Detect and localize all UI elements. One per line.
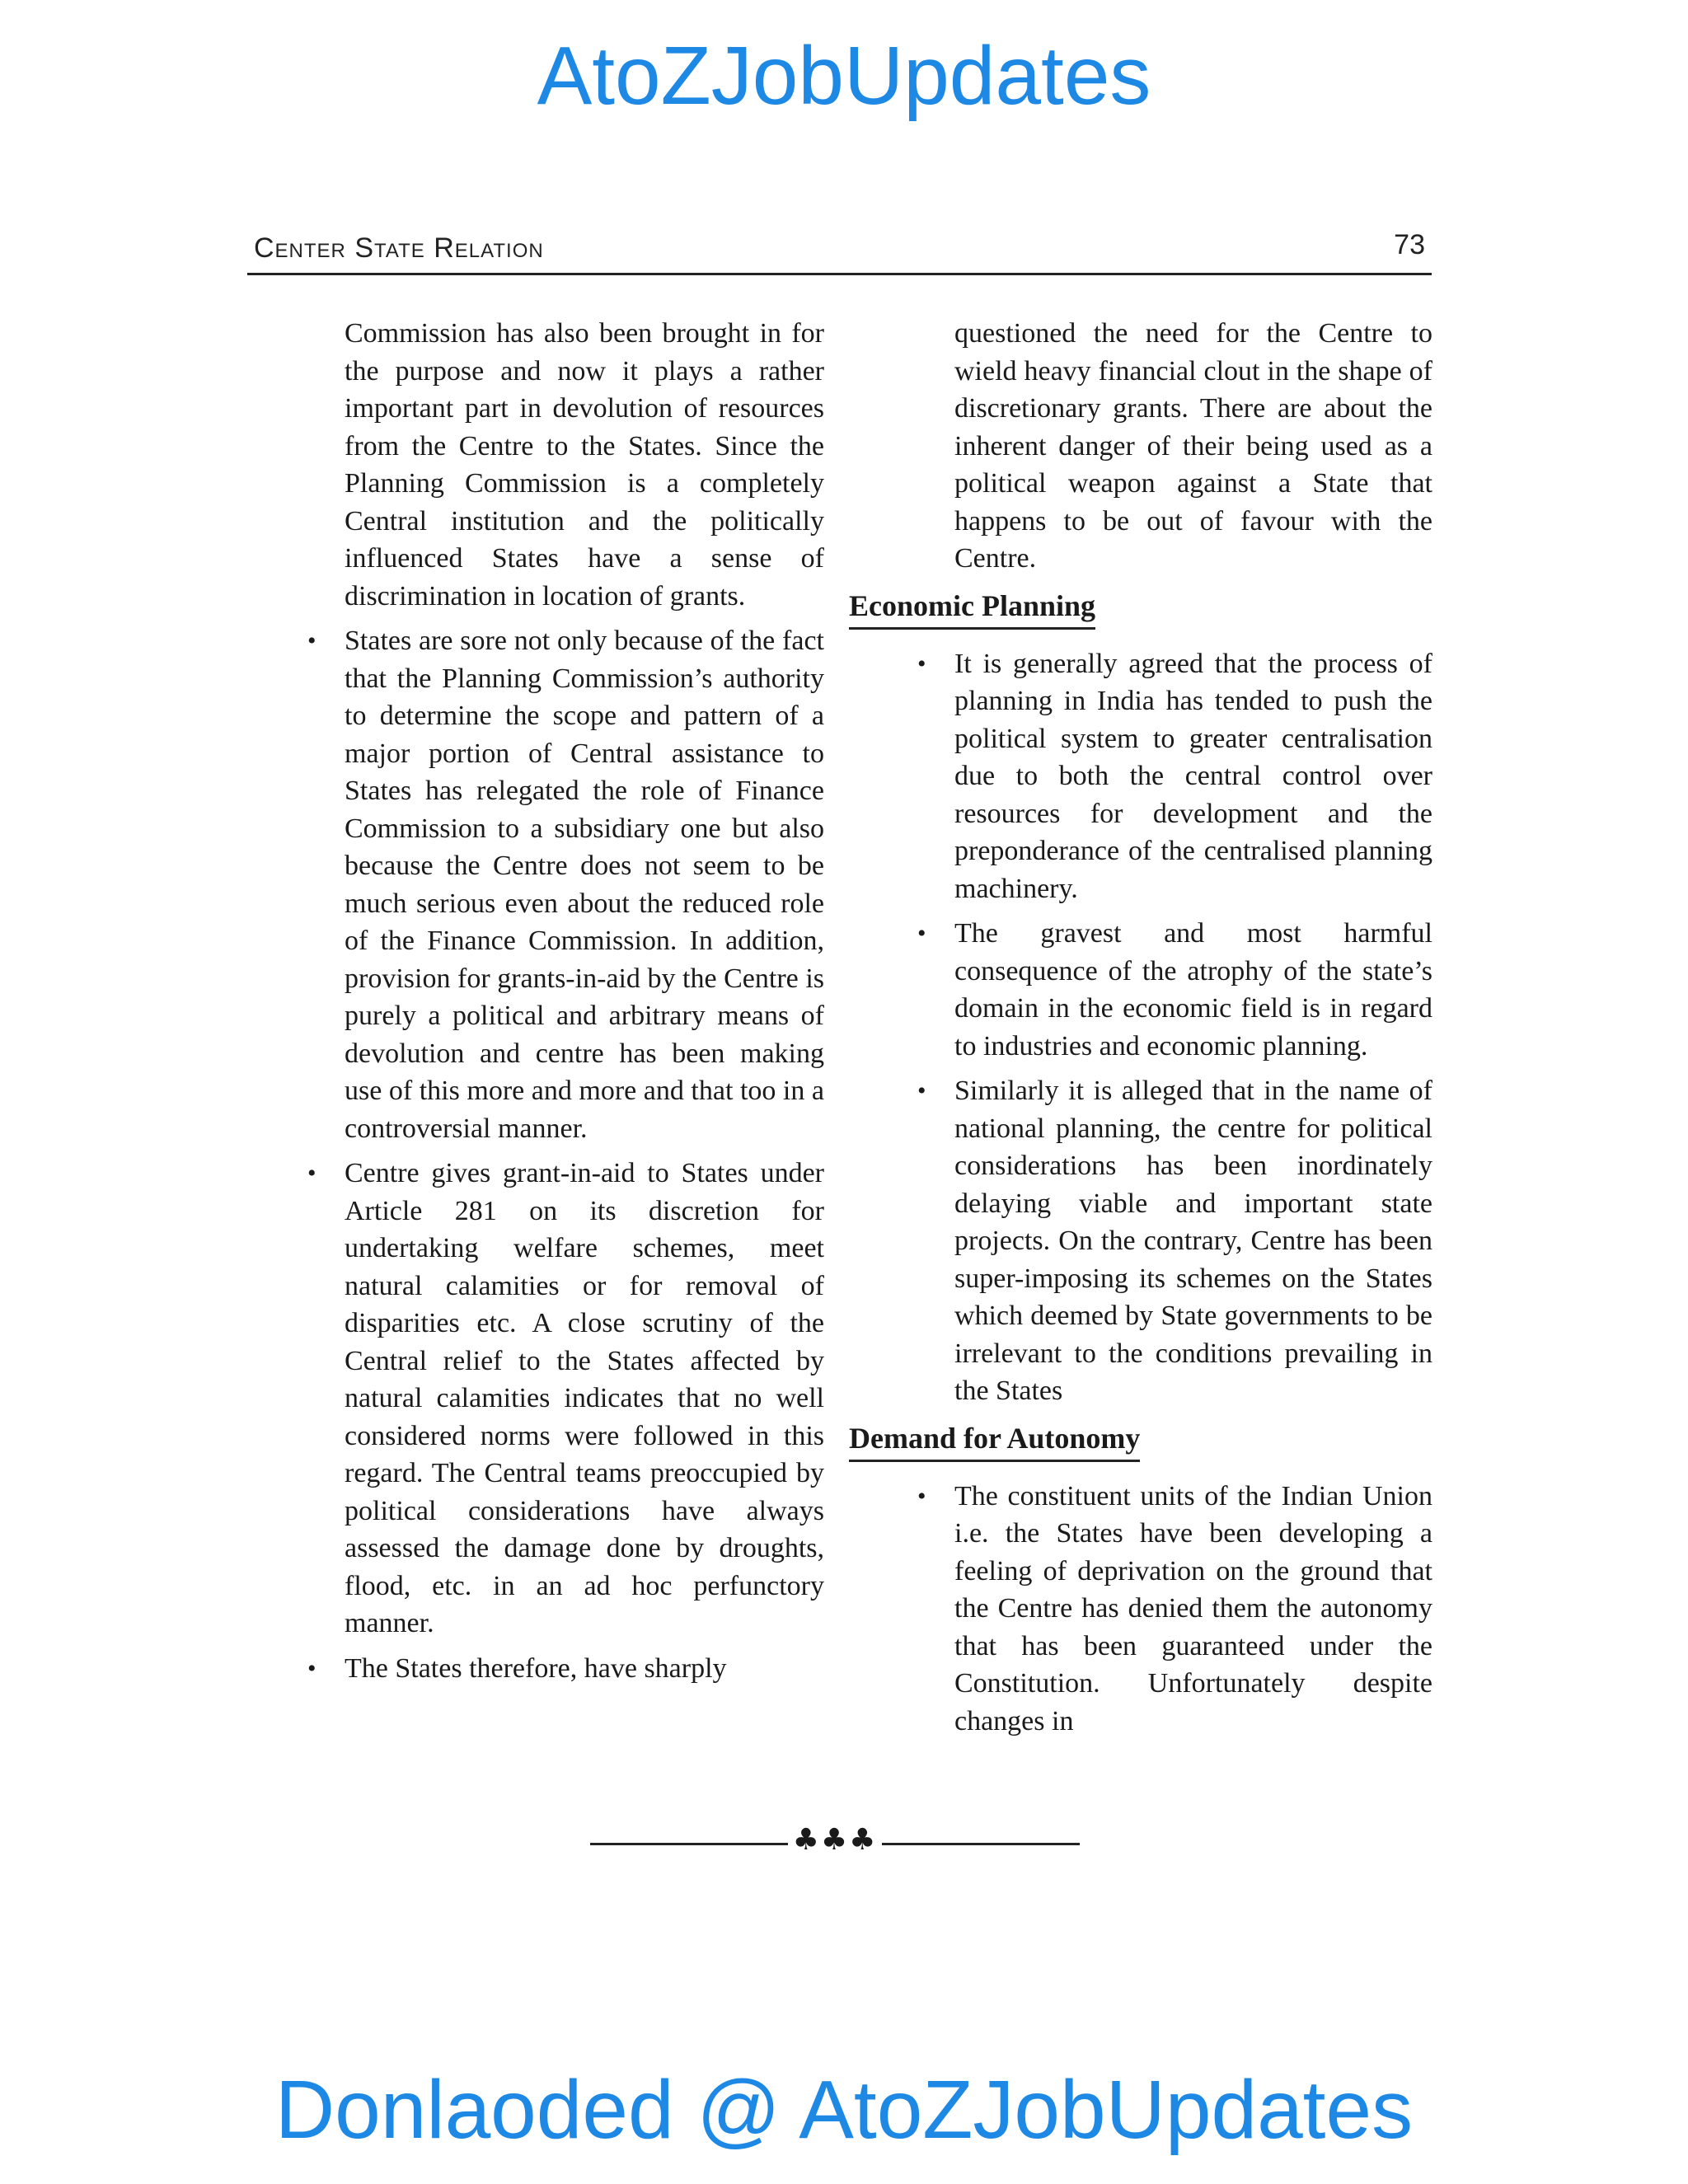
end-ornament [590,1823,1080,1859]
ornament-rule-right [882,1843,1080,1845]
bullet-icon: • [917,1482,926,1510]
list-item-text: The gravest and most harmful consequence of the atrophy of the state’s domain in the economic field is in regard to industries and economic planning. [954,918,1432,1062]
list-item-text: It is generally agreed that the process of planning in India has tended to push the political system to greater centralisation due to both the central control over resources for development and the preponderance of the centralised planning machinery. [954,648,1432,904]
header-rule [247,273,1432,275]
section-heading-economic-planning: Economic Planning [849,588,1095,630]
left-column [297,315,824,1687]
bullet-icon: • [307,1654,316,1682]
list-item-text: The constituent units of the Indian Union i.e. the States have been developing a feeling of deprivation on the ground that the Centre has denied them the autonomy that has been guaranteed under the Constitution. Unfortunately despite changes in [954,1480,1432,1736]
continued-paragraph: Commission has also been brought in for the purpose and now it plays a rather important part in devolution of resources from the Centre to the States. Since the Planning Commission is a completely Central institution and the politically influenced States have a sense of discrimination in location of grants. [345,318,824,612]
autonomy-bullet-list [849,1478,1432,1741]
watermark-top: AtoZJobUpdates [537,30,1151,122]
list-item [297,1155,824,1643]
watermark-bottom: Donlaoded @ AtoZJobUpdates [274,2064,1414,2156]
list-item [297,622,824,1147]
list-item [907,645,1432,908]
right-column [849,315,1432,1740]
bullet-icon: • [917,920,926,947]
list-item [297,1650,824,1688]
left-bullet-list [297,622,824,1687]
list-item [907,915,1432,1065]
page-number: 73 [1394,229,1425,260]
list-item-text: States are sore not only because of the fact that the Planning Commission’s authority to determine the scope and pattern of a major portion of Central assistance to States has relegated the role of Finance Commission to a subsidiary one but also because the Centre does not seem to be much serious even about the reduced role of the Finance Commission. In addition, provision for grants-in-aid by the Centre is purely a political and arbitrary means of devolution and centre has been making use of this more and more and that too in a controversial manner. [345,626,824,1144]
running-header [249,229,1430,267]
bullet-icon: • [917,649,926,677]
list-item-text: The States therefore, have sharply [345,1652,727,1684]
list-item-text: Similarly it is alleged that in the name of national planning, the centre for political considerations has been inordinately delaying viable and important state projects. On the contrary, Centre has been super-imposing its schemes on the States which deemed by State governments to be irrelevant to the conditions prevailing in the States [954,1076,1432,1406]
economic-bullet-list [849,645,1432,1410]
bullet-icon: • [307,1160,316,1187]
running-title: Center State Relation [254,232,544,264]
ornament-rule-left [590,1843,788,1845]
club-ornament-icon: ♣♣♣ [792,1823,878,1857]
list-item [907,1478,1432,1741]
list-item [907,1072,1432,1410]
section-heading-demand-for-autonomy: Demand for Autonomy [849,1420,1140,1462]
continued-paragraph: questioned the need for the Centre to wield heavy financial clout in the shape of discretionary grants. There are about the inherent danger of their being used as a political weapon against a State that happens to be out of favour with the Centre. [954,318,1432,574]
bullet-icon: • [917,1077,926,1104]
list-item-text: Centre gives grant-in-aid to States under Article 281 on its discretion for undertaking welfare schemes, meet natural calamities or for removal of disparities etc. A close scrutiny of the Central relief to the States affected by natural calamities indicates that no well considered norms were followed in this regard. The Central teams preoccupied by political considerations have always assessed the damage done by droughts, flood, etc. in an ad hoc perfunctory manner. [345,1158,824,1638]
bullet-icon: • [307,627,316,654]
